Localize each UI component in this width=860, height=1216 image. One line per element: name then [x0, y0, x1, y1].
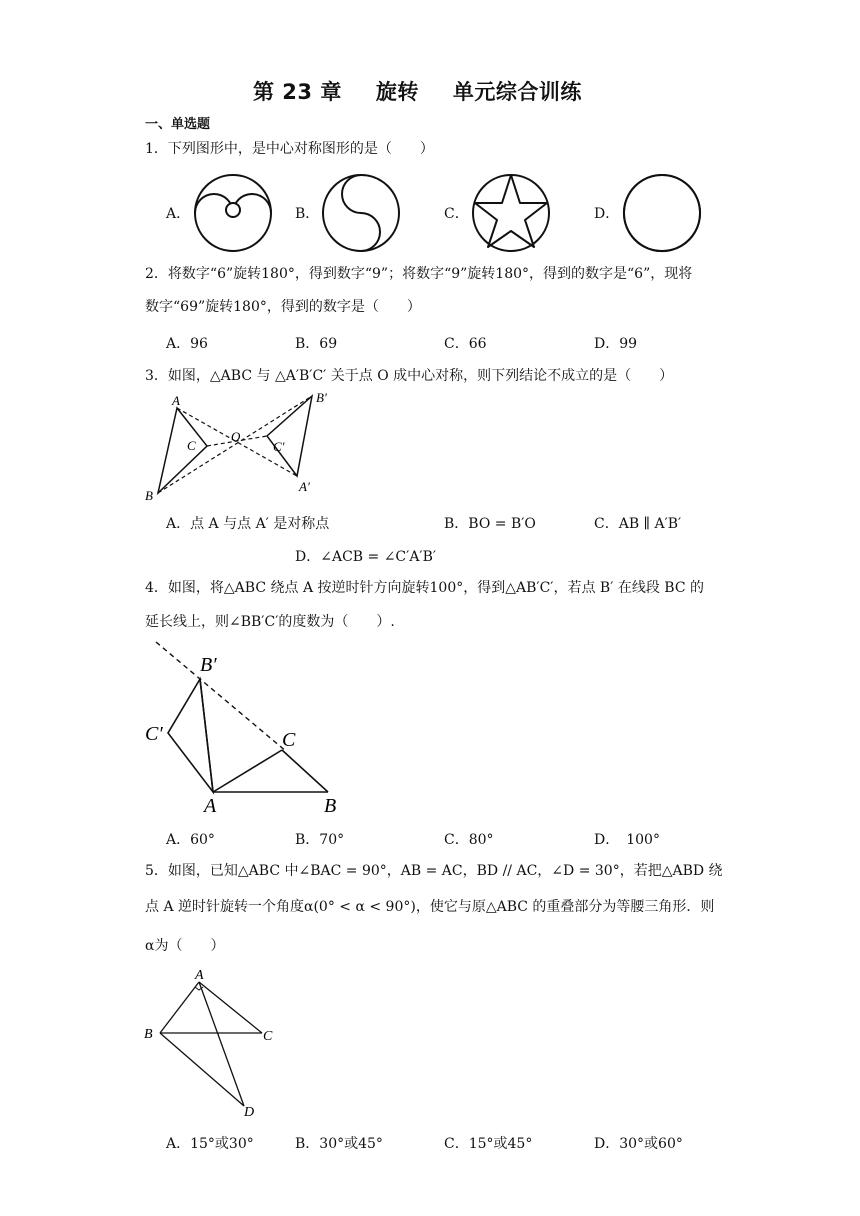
- q3-figure: [140, 388, 340, 506]
- q4-option-b[interactable]: B．70°: [295, 832, 345, 848]
- q3-label-c-prime: C′: [273, 439, 285, 454]
- q4-label-c: C: [282, 729, 296, 751]
- q5-stem-line1: 5．如图，已知△ABC 中∠BAC = 90°，AB = AC，BD // AC，∠D = 30°，若把△ABD 绕: [145, 863, 723, 879]
- star-in-circle-icon: [468, 170, 554, 256]
- q5-label-c: C: [263, 1029, 273, 1044]
- q3-label-b-prime: B′: [316, 390, 327, 405]
- q5-label-a: A: [195, 968, 204, 983]
- q1-option-b[interactable]: B．: [295, 206, 320, 222]
- q3-option-d[interactable]: D．∠ACB = ∠C′A′B′: [295, 549, 437, 565]
- q3-option-a[interactable]: A．点 A 与点 A′ 是对称点: [166, 516, 330, 532]
- q5-label-b: B: [144, 1027, 153, 1042]
- title-topic: 旋转: [375, 80, 419, 104]
- q1-option-d[interactable]: D．: [594, 206, 620, 222]
- q5-option-a[interactable]: A．15°或30°: [166, 1136, 254, 1152]
- q3-label-b: B: [145, 488, 153, 503]
- q3-label-a-prime: A′: [299, 479, 310, 494]
- q3-label-c: C: [187, 438, 196, 453]
- q5-option-d[interactable]: D．30°或60°: [594, 1136, 683, 1152]
- q5-figure: [140, 966, 280, 1120]
- q2-option-a[interactable]: A．96: [166, 336, 208, 352]
- q2-stem-line1: 2．将数字“6”旋转180°，得到数字“9”；将数字“9”旋转180°，得到的数字是“6”，现将: [145, 266, 693, 282]
- q3-label-a: A: [172, 393, 180, 408]
- q2-option-b[interactable]: B．69: [295, 336, 338, 352]
- q4-stem-line2: 延长线上，则∠BB′C′的度数为（ ）.: [145, 614, 395, 630]
- heart-arc-circle-icon: [190, 170, 276, 256]
- trefoil-circle-icon: [619, 170, 705, 256]
- q3-option-b[interactable]: B．BO = B′O: [444, 516, 536, 532]
- q2-stem-line2: 数字“69”旋转180°，得到的数字是（ ）: [145, 299, 421, 315]
- q2-option-d[interactable]: D．99: [594, 336, 638, 352]
- q1-option-a[interactable]: A．: [166, 206, 191, 222]
- q2-option-c[interactable]: C．66: [444, 336, 487, 352]
- q3-label-o: O: [231, 429, 241, 444]
- q3-option-c[interactable]: C．AB ∥ A′B′: [594, 516, 682, 532]
- q5-option-b[interactable]: B．30°或45°: [295, 1136, 383, 1152]
- q4-option-d[interactable]: D． 100°: [594, 832, 660, 848]
- title-chapter: 第 23 章: [253, 80, 342, 104]
- q4-option-c[interactable]: C．80°: [444, 832, 494, 848]
- section-heading: 一、单选题: [145, 117, 211, 132]
- q4-label-c-prime: C′: [145, 723, 163, 745]
- q5-option-c[interactable]: C．15°或45°: [444, 1136, 533, 1152]
- q5-label-d: D: [244, 1105, 255, 1120]
- page-title: [253, 76, 582, 106]
- q4-label-b: B: [324, 795, 337, 815]
- q4-label-a: A: [204, 795, 217, 815]
- q1-option-c[interactable]: C．: [444, 206, 469, 222]
- q3-stem: 3．如图，△ABC 与 △A′B′C′ 关于点 O 成中心对称，则下列结论不成立的是（ ）: [145, 368, 674, 384]
- q4-label-b-prime: B′: [200, 654, 217, 676]
- q4-figure: [140, 640, 350, 815]
- yin-yang-circle-icon: [318, 170, 404, 256]
- title-unit: 单元综合训练: [452, 80, 582, 104]
- q5-stem-line3: α为（ ）: [145, 938, 225, 954]
- q4-stem-line1: 4．如图，将△ABC 绕点 A 按逆时针方向旋转100°，得到△AB′C′，若点 B′ 在线段 BC 的: [145, 580, 704, 596]
- q1-stem: 1．下列图形中，是中心对称图形的是（ ）: [145, 141, 434, 157]
- q5-stem-line2: 点 A 逆时针旋转一个角度α(0° < α < 90°)，使它与原△ABC 的重叠部分为等腰三角形．则: [145, 899, 715, 915]
- q4-option-a[interactable]: A．60°: [166, 832, 215, 848]
